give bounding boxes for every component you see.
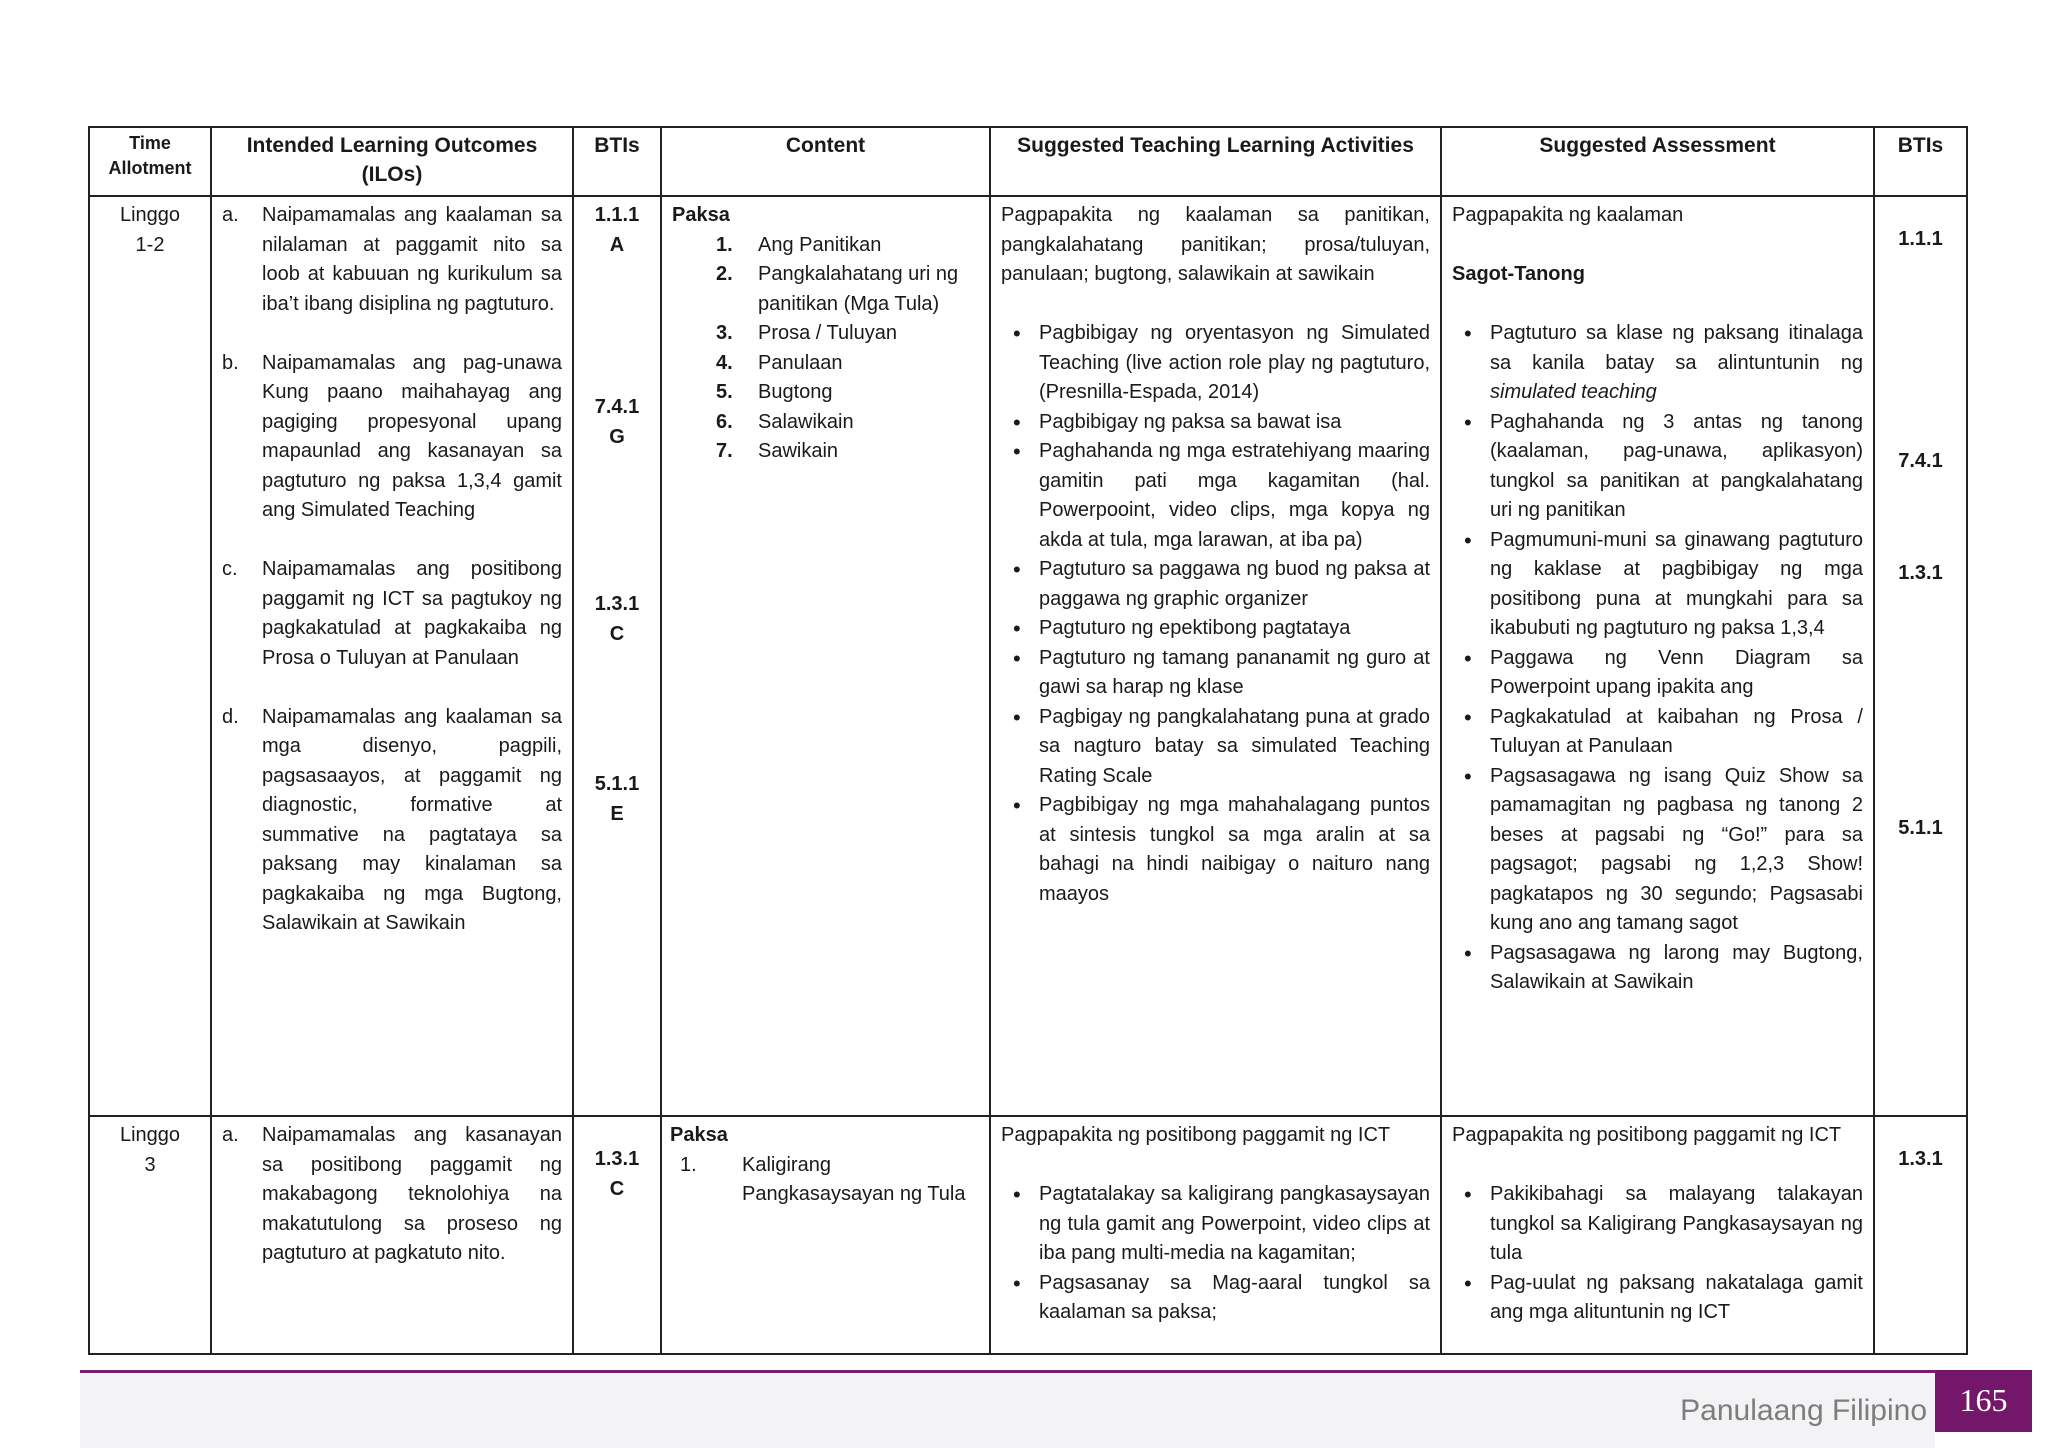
list-item: • Pagbibigay ng paksa sa bawat isa	[1011, 408, 1430, 438]
bti-entry	[574, 393, 660, 452]
header-btis-right: BTIs	[1874, 127, 1967, 196]
list-item: • Pagsasanay sa Mag-aaral tungkol sa kaalaman sa paksa;	[1011, 1269, 1430, 1328]
btis-right-cell	[1874, 1116, 1967, 1354]
list-item: • Pagtuturo ng tamang pananamit ng guro at gawi sa harap ng klase	[1011, 644, 1430, 703]
bti-code: 5.1.1	[1898, 817, 1943, 839]
bti-code: 7.4.1	[1898, 450, 1943, 472]
item-text: Ang Panitikan	[758, 233, 882, 256]
bti-letter: G	[609, 425, 625, 448]
content-list	[670, 1151, 979, 1210]
bti-code: 7.4.1	[594, 396, 640, 418]
ilo-letter: d.	[222, 705, 239, 728]
content-list	[672, 231, 979, 467]
assessment-intro: Pagpapakita ng positibong paggamit ng ICT	[1452, 1124, 1842, 1146]
list-item: • Pagbigay ng pangkalahatang puna at grado sa nagturo batay sa simulated Teaching Rating Scale	[1011, 703, 1430, 792]
time-line: Linggo	[119, 204, 181, 226]
item-text: Bugtong	[758, 381, 833, 403]
table-row	[89, 1116, 1967, 1354]
page-number: 165	[1935, 1370, 2032, 1432]
content-heading: Paksa	[672, 204, 730, 226]
ilo-letter: a.	[222, 204, 239, 226]
table-row	[89, 196, 1967, 1116]
list-item	[716, 437, 979, 467]
bti-code: 1.1.1	[1898, 228, 1943, 250]
bti-code: 5.1.1	[594, 773, 640, 795]
list-item: • Pagtuturo sa paggawa ng buod ng paksa at paggawa ng graphic organizer	[1011, 555, 1430, 614]
header-time-line1: Time	[129, 133, 171, 153]
item-number: 6.	[716, 410, 733, 433]
list-item: • Paghahanda ng 3 antas ng tanong (kaalaman, pag-unawa, aplikasyon) tungkol sa panitikan at pangkalahatang uri ng panitikan	[1462, 408, 1863, 526]
list-item	[716, 378, 979, 408]
btis-left-cell	[573, 196, 661, 1116]
header-ilo-line1: Intended Learning Outcomes	[246, 134, 538, 157]
list-item	[716, 260, 979, 319]
list-item: • Pagtuturo ng epektibong pagtataya	[1011, 614, 1430, 644]
ilo-text: Naipamamalas ang kasanayan sa positibong paggamit ng makabagong teknolohiya na makatutulong sa proseso ng pagtuturo at pagkatuto nito.	[262, 1124, 562, 1264]
activities-cell	[990, 1116, 1441, 1354]
footer-title: Panulaang Filipino	[1680, 1394, 1927, 1427]
item-number: 1.	[716, 233, 733, 256]
bti-code: 1.3.1	[1898, 562, 1943, 584]
item-text: Pangkalahatang uri ng panitikan (Mga Tula)	[758, 263, 959, 315]
ilo-item	[222, 1121, 562, 1269]
assessment-list	[1452, 1180, 1863, 1328]
bti-code: 1.1.1	[594, 204, 640, 226]
activities-cell	[990, 196, 1441, 1116]
header-time-allotment	[89, 127, 211, 196]
time-line: 1-2	[135, 233, 165, 256]
ilo-letter: b.	[222, 351, 239, 374]
item-number: 7.	[716, 440, 733, 462]
ilo-list	[222, 201, 562, 939]
activities-list	[1001, 319, 1430, 909]
ilo-text: Naipamamalas ang kaalaman sa nilalaman at paggamit nito sa loob at kabuuan ng kurikulum sa iba’t ibang disiplina ng pagtuturo.	[262, 204, 562, 315]
list-item	[680, 1151, 979, 1210]
list-item: • Pagbibigay ng mga mahahalagang puntos at sintesis tungkol sa mga aralin at sa bahagi na hindi naibigay o naituro nang maayos	[1011, 791, 1430, 909]
activities-list	[1001, 1180, 1430, 1328]
item-text: Prosa / Tuluyan	[758, 322, 897, 344]
syllabus-table	[88, 126, 1968, 1355]
bti-entry	[574, 770, 660, 829]
bti-entry	[574, 1145, 660, 1204]
bti-letter: C	[609, 1177, 625, 1200]
item-number: 3.	[716, 322, 733, 344]
header-time-line2: Allotment	[108, 158, 192, 178]
ilos-cell	[211, 196, 573, 1116]
ilo-text: Naipamamalas ang kaalaman sa mga disenyo, pagpili, pagsasaayos, at paggamit ng diagnostic, formative at summative na pagtataya sa paksang may kinalaman sa pagkakaiba ng mga Bugtong, Salawikain at Sawikain	[262, 705, 562, 934]
content-heading: Paksa	[670, 1124, 728, 1146]
header-row	[89, 127, 1967, 196]
time-line: Linggo	[119, 1124, 181, 1146]
ilo-item	[222, 349, 562, 526]
list-item: • Paghahanda ng mga estratehiyang maaring gamitin pati mga kagamitan (hal. Powerpooint, video clips, mga kopya ng akda at tula, mga larawan, at iba pa)	[1011, 437, 1430, 555]
list-item	[716, 231, 979, 261]
list-item: • Pagmumuni-muni sa ginawang pagtuturo ng kaklase at pagbibigay ng mga positibong puna at mungkahi para sa ikabubuti ng pagtuturo ng paksa 1,3,4	[1462, 526, 1863, 644]
item-number: 1.	[680, 1153, 697, 1176]
bti-entry	[574, 590, 660, 649]
list-item	[716, 319, 979, 349]
list-item: • Paggawa ng Venn Diagram sa Powerpoint upang ipakita ang	[1462, 644, 1863, 703]
activities-intro: Pagpapakita ng positibong paggamit ng ICT	[1001, 1124, 1391, 1146]
ilo-item	[222, 555, 562, 673]
ilo-item	[222, 703, 562, 939]
assessment-cell	[1441, 1116, 1874, 1354]
header-ilos	[211, 127, 573, 196]
list-item: • Pagsasagawa ng larong may Bugtong, Salawikain at Sawikain	[1462, 939, 1863, 998]
item-text: Panulaan	[758, 351, 843, 374]
ilo-text: Naipamamalas ang pag-unawa Kung paano maihahayag ang pagiging propesyonal upang mapaunlad ang kasanayan sa pagtuturo ng paksa 1,3,4 gamit ang Simulated Teaching	[262, 351, 562, 521]
list-item	[716, 408, 979, 438]
header-btis-left: BTIs	[573, 127, 661, 196]
item-italic: simulated teaching	[1490, 381, 1657, 403]
btis-right-cell	[1874, 196, 1967, 1116]
assessment-list	[1452, 319, 1863, 998]
list-item: • Pag-uulat ng paksang nakatalaga gamit ang mga alituntunin ng ICT	[1462, 1269, 1863, 1328]
ilo-letter: c.	[222, 558, 238, 580]
list-item	[716, 349, 979, 379]
bti-letter: C	[609, 622, 625, 645]
list-item: • Pagkakatulad at kaibahan ng Prosa / Tuluyan at Panulaan	[1462, 703, 1863, 762]
item-text: Pagtuturo sa klase ng paksang itinalaga sa kanila batay sa alintuntunin ng	[1490, 322, 1863, 374]
bti-code: 1.3.1	[594, 593, 640, 615]
ilo-letter: a.	[222, 1124, 239, 1146]
content-cell	[661, 1116, 990, 1354]
assessment-intro: Pagpapakita ng kaalaman	[1452, 204, 1684, 226]
footer-band	[80, 1373, 1935, 1448]
ilo-list	[222, 1121, 562, 1269]
list-item: • Pakikibahagi sa malayang talakayan tungkol sa Kaligirang Pangkasaysayan ng tula	[1462, 1180, 1863, 1269]
bti-code: 1.3.1	[1898, 1148, 1943, 1170]
list-item	[1462, 319, 1863, 408]
list-item: • Pagsasagawa ng isang Quiz Show sa pamamagitan ng pagbasa ng tanong 2 beses at pagsabi ng “Go!” para sa pagsagot; pagsabi ng 1,2,3 Show! pagkatapos ng 30 segundo; Pagsasabi kung ano ang tamang sagot	[1462, 762, 1863, 939]
assessment-cell	[1441, 196, 1874, 1116]
item-text: Kaligirang Pangkasaysayan ng Tula	[742, 1153, 966, 1205]
item-number: 4.	[716, 351, 733, 374]
ilos-cell	[211, 1116, 573, 1354]
btis-left-cell	[573, 1116, 661, 1354]
item-number: 5.	[716, 381, 733, 403]
bti-code: 1.3.1	[594, 1148, 640, 1170]
activities-intro: Pagpapakita ng kaalaman sa panitikan, pangkalahatang panitikan; prosa/tuluyan, panulaan; bugtong, salawikain at sawikain	[1001, 204, 1430, 285]
header-activities: Suggested Teaching Learning Activities	[990, 127, 1441, 196]
ilo-text: Naipamamalas ang positibong paggamit ng ICT sa pagtukoy ng pagkakatulad at pagkakaiba ng Prosa o Tuluyan at Panulaan	[262, 558, 562, 669]
bti-letter: A	[609, 233, 625, 256]
item-text: Sawikain	[758, 440, 839, 462]
item-number: 2.	[716, 263, 733, 285]
list-item: • Pagtatalakay sa kaligirang pangkasaysayan ng tula gamit ang Powerpoint, video clips at iba pang multi-media na kagamitan;	[1011, 1180, 1430, 1269]
ilo-item	[222, 201, 562, 319]
assessment-subheading: Sagot-Tanong	[1452, 263, 1585, 285]
time-allotment-cell	[89, 1116, 211, 1354]
content-cell	[661, 196, 990, 1116]
header-assessment: Suggested Assessment	[1441, 127, 1874, 196]
header-content: Content	[661, 127, 990, 196]
item-text: Salawikain	[758, 410, 854, 433]
bti-entry	[574, 201, 660, 260]
list-item: • Pagbibigay ng oryentasyon ng Simulated Teaching (live action role play ng pagtuturo, (Presnilla-Espada, 2014)	[1011, 319, 1430, 408]
time-line: 3	[144, 1153, 156, 1176]
time-allotment-cell	[89, 196, 211, 1116]
bti-letter: E	[610, 802, 624, 825]
header-ilo-line2: (ILOs)	[361, 163, 423, 186]
